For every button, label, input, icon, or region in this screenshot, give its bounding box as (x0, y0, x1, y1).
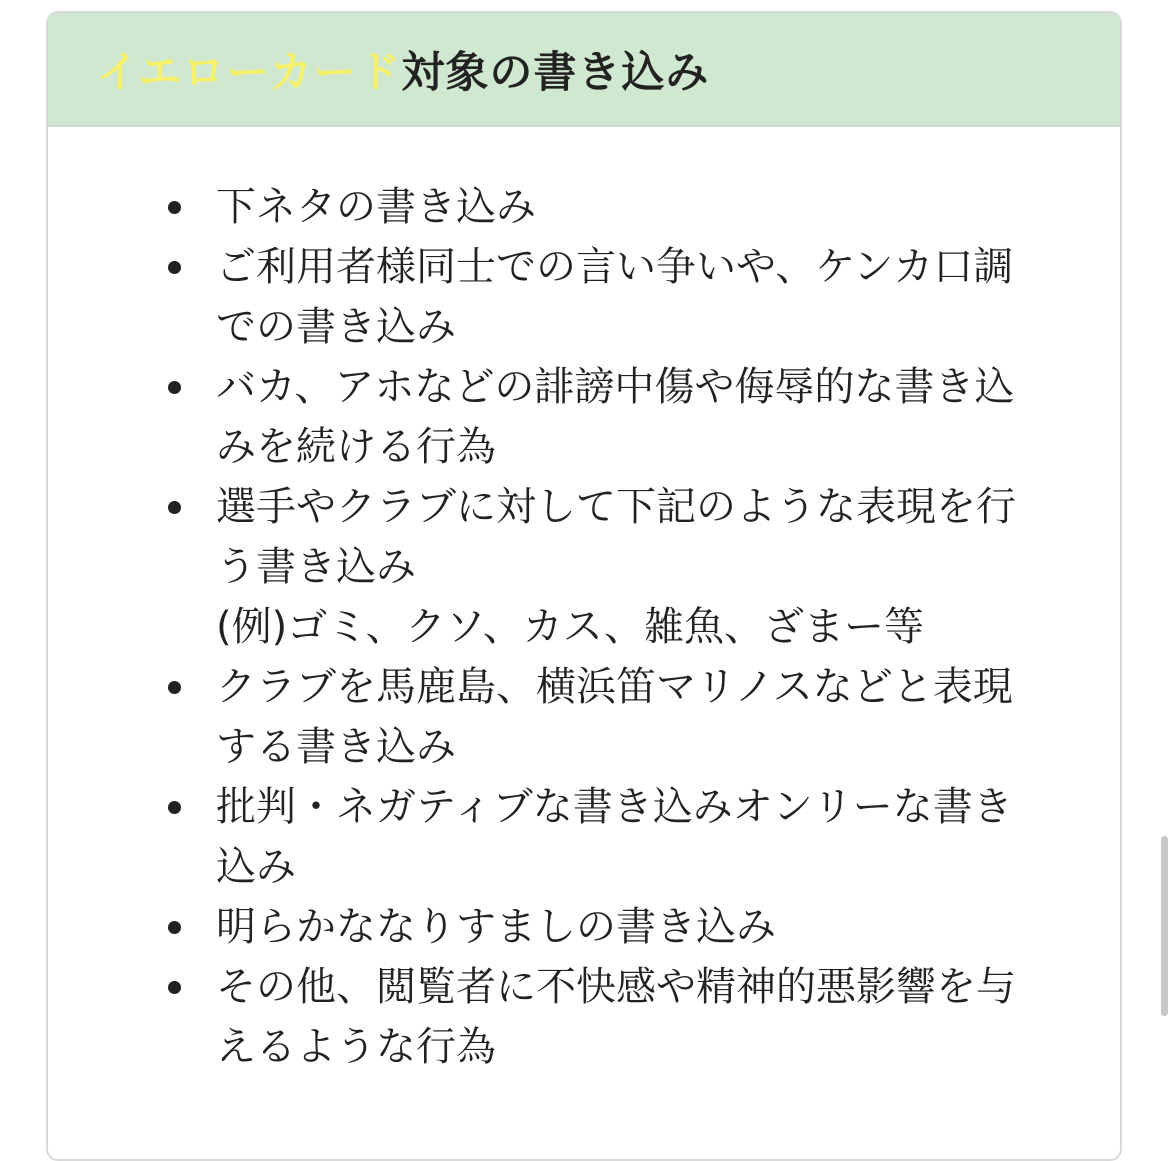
rule-text-line: での書き込み (216, 304, 456, 350)
rule-text-line: う書き込み (216, 544, 416, 590)
list-item (168, 657, 1088, 777)
bullet-icon (168, 981, 181, 994)
list-item (168, 957, 1088, 1077)
bullet-icon (168, 501, 181, 514)
bullet-icon (168, 801, 181, 814)
rule-text-line: バカ、アホなどの誹謗中傷や侮辱的な書き込 (216, 364, 1015, 410)
rule-text-line: 込み (216, 844, 296, 890)
rules-card (46, 11, 1122, 1161)
card-header (48, 13, 1120, 127)
list-item (168, 177, 1088, 237)
bullet-icon (168, 201, 181, 214)
rule-text-line: (例)ゴミ、クソ、カス、雑魚、ざまー等 (216, 604, 925, 650)
bullet-icon (168, 921, 181, 934)
title-highlight: イエローカード (96, 47, 402, 98)
list-item (168, 477, 1088, 657)
rule-list (168, 177, 1088, 1077)
bullet-icon (168, 261, 181, 274)
bullet-icon (168, 681, 181, 694)
rule-text-line: 下ネタの書き込み (216, 184, 536, 230)
bullet-icon (168, 381, 181, 394)
list-item (168, 777, 1088, 897)
rule-text-line: えるような行為 (216, 1024, 496, 1070)
scrollbar[interactable] (1161, 836, 1168, 1016)
rule-text-line: 批判・ネガティブな書き込みオンリーな書き (216, 784, 1013, 830)
rule-text-line: みを続ける行為 (216, 424, 496, 470)
rule-text-line: その他、閲覧者に不快感や精神的悪影響を与 (216, 964, 1016, 1010)
rule-text-line: 選手やクラブに対して下記のような表現を行 (216, 484, 1016, 530)
title-rest: 対象の書き込み (401, 47, 710, 98)
rule-text-line: クラブを馬鹿島、横浜笛マリノスなどと表現 (216, 664, 1013, 710)
rule-text-line: する書き込み (216, 724, 456, 770)
list-item (168, 897, 1088, 957)
rule-text-line: ご利用者様同士での言い争いや、ケンカ口調 (216, 244, 1014, 290)
list-item (168, 357, 1088, 477)
list-item (168, 237, 1088, 357)
rule-text-line: 明らかななりすましの書き込み (216, 904, 776, 950)
